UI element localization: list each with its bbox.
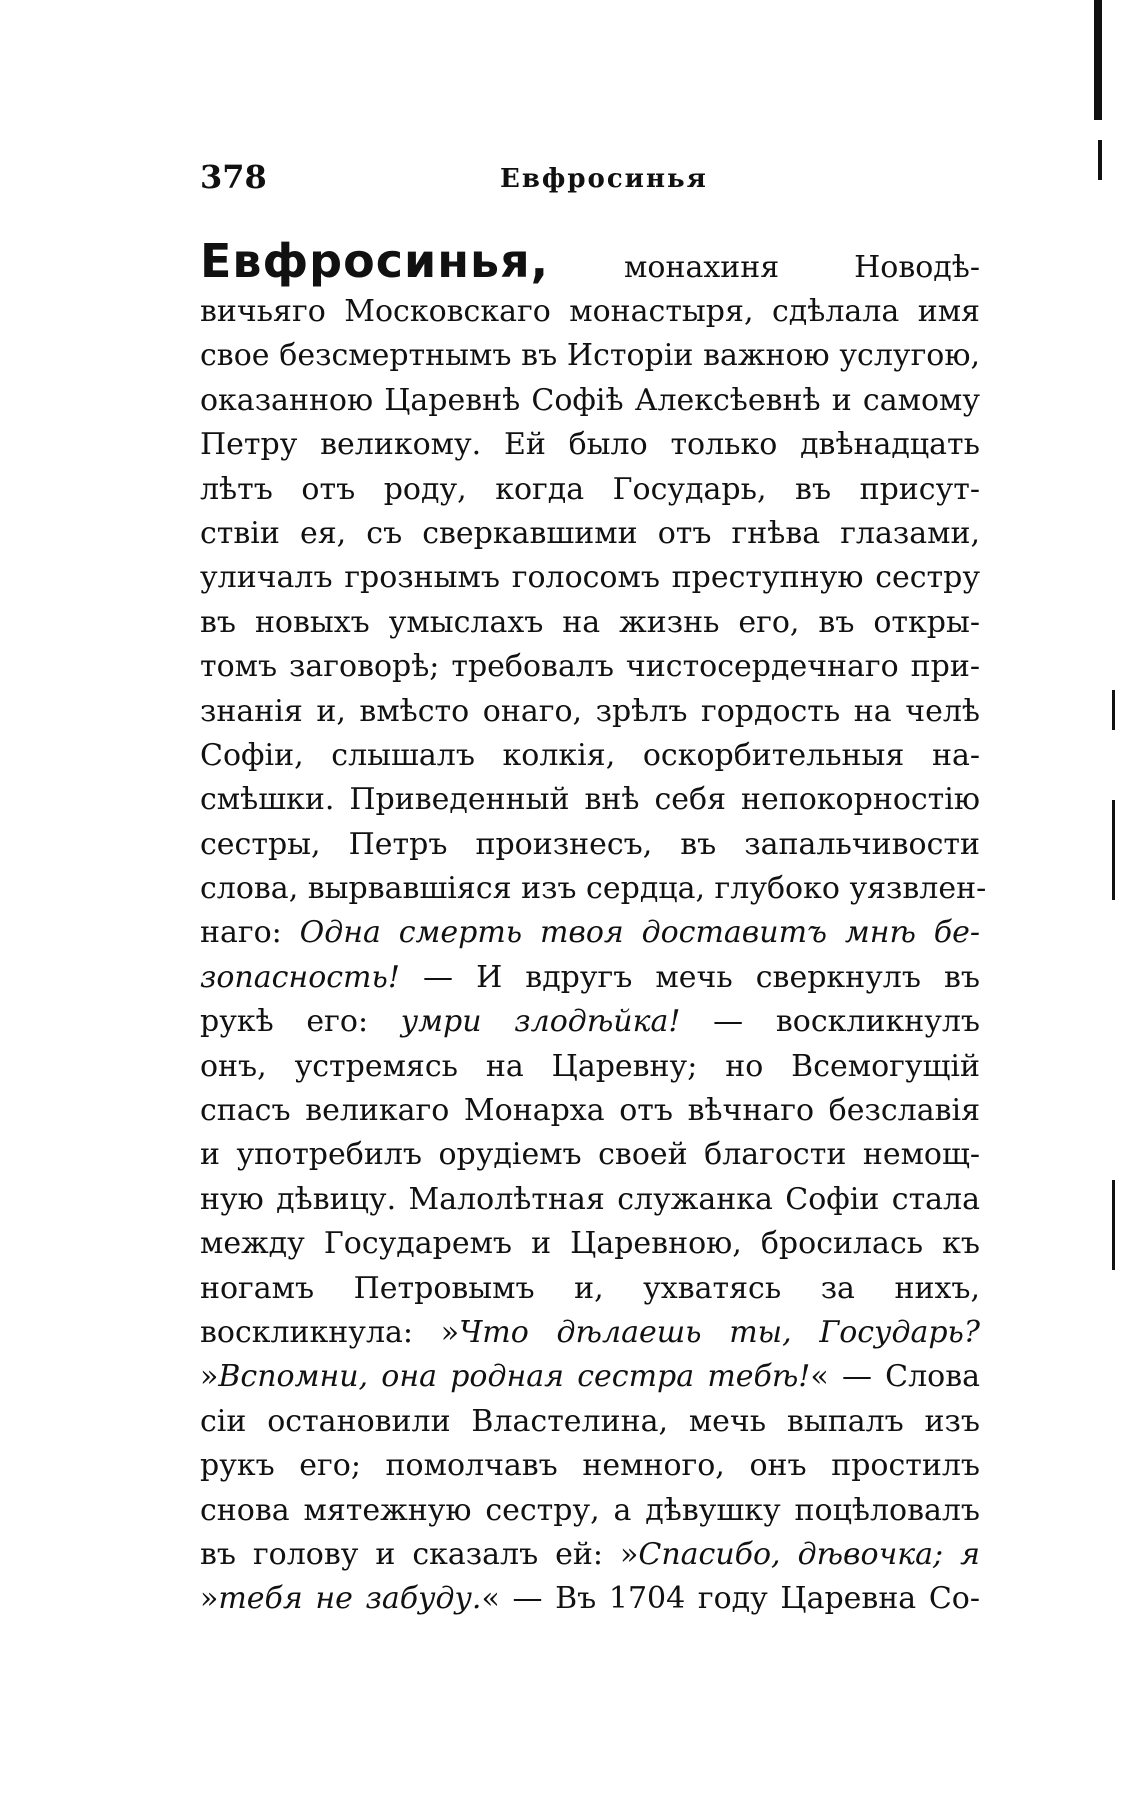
text-line: [200, 911, 980, 955]
text-line: [200, 1444, 980, 1488]
article-body: [200, 232, 987, 1622]
text-line: [200, 645, 980, 689]
text-line: [200, 1533, 980, 1577]
text-line: [200, 734, 980, 778]
text-segment: между Государемъ и Царевною, бросилась къ: [200, 1226, 980, 1262]
scan-edge-mark: [1094, 0, 1102, 120]
text-line: [200, 1311, 980, 1355]
text-line: [200, 556, 980, 600]
text-segment: вичьяго Московскаго монастыря, сдѣлала имя: [200, 294, 980, 329]
text-segment: ствіи ея, съ сверкавшими отъ гнѣва глазами,: [200, 515, 980, 551]
text-segment: томъ заговорѣ; требовалъ чистосердечнаго при-: [200, 649, 980, 685]
text-segment: лѣтъ отъ роду, когда Государь, въ присут-: [200, 471, 980, 507]
text-segment: »: [200, 1581, 219, 1617]
text-segment: слова, вырвавшіяся изъ сердца, глубоко уязвлен-: [200, 871, 987, 907]
text-segment: — И вдругъ мечь сверкнулъ въ: [399, 959, 980, 995]
text-line: [200, 1267, 980, 1311]
text-line: [200, 512, 980, 556]
text-segment: оказанною Царевнѣ Софіѣ Алексѣевнѣ и самому: [200, 382, 980, 418]
text-line: [200, 601, 980, 645]
italic-segment: Спасибо, дѣвочка; я: [638, 1536, 980, 1572]
scan-edge-mark: [1112, 690, 1115, 730]
italic-segment: Одна смерть твоя доставитъ мнѣ бе-: [299, 915, 981, 951]
text-segment: въ новыхъ умыслахъ на жизнь его, въ откры-: [200, 604, 980, 640]
text-line: [200, 468, 980, 512]
page-header: [200, 158, 980, 202]
text-segment: воскликнула: »: [200, 1314, 460, 1350]
text-segment: уличалъ грознымъ голосомъ преступную сестру: [200, 560, 980, 596]
text-segment: ногамъ Петровымъ и, ухватясь за нихъ,: [200, 1270, 980, 1306]
text-segment: свое безсмертнымъ въ Исторіи важною услугою,: [200, 338, 980, 374]
paragraph-lines: [200, 290, 987, 1622]
text-line: [200, 1400, 980, 1444]
text-line: [200, 1577, 980, 1621]
headword: Евфросинья,: [200, 234, 550, 288]
text-line: [200, 1000, 980, 1044]
text-segment: Петру великому. Ей было только двѣнадцать: [200, 427, 980, 463]
text-segment: « — Въ 1704 году Царевна Со-: [481, 1581, 980, 1617]
text-segment: « — Слова: [810, 1359, 981, 1395]
text-line: [200, 823, 980, 867]
text-segment: смѣшки. Приведенный внѣ себя непокорностію: [200, 782, 980, 818]
text-segment: ную дѣвицу. Малолѣтная служанка Софіи стала: [200, 1181, 980, 1217]
italic-segment: Вспомни, она родная сестра тебѣ!: [218, 1359, 811, 1395]
text-line: [200, 1089, 980, 1133]
scan-edge-mark: [1112, 800, 1115, 900]
italic-segment: умри злодѣйка!: [400, 1004, 681, 1040]
text-segment: и употребилъ орудіемъ своей благости немощ-: [200, 1137, 980, 1173]
text-segment: въ голову и сказалъ ей: »: [200, 1536, 639, 1572]
text-segment: »: [200, 1359, 219, 1395]
scan-edge-mark: [1098, 140, 1102, 180]
text-segment: знанія и, вмѣсто онаго, зрѣлъ гордость на челѣ: [200, 693, 980, 729]
text-line: [200, 290, 980, 334]
italic-segment: тебя не забуду.: [218, 1581, 482, 1617]
text-line: [200, 423, 980, 467]
text-line: [200, 778, 980, 822]
first-line: [200, 232, 980, 290]
text-segment: сестры, Петръ произнесъ, въ запальчивости: [200, 826, 980, 862]
text-segment: Софіи, слышалъ колкія, оскорбительныя на-: [200, 737, 980, 773]
text-line: [200, 1178, 980, 1222]
running-title: Евфросинья: [500, 164, 708, 194]
text-segment: рукѣ его:: [200, 1004, 401, 1040]
text-line: [200, 379, 980, 423]
text-segment: наго:: [200, 915, 300, 951]
scan-edge-mark: [1112, 1180, 1115, 1270]
text-line: [200, 334, 980, 378]
text-line: [200, 1355, 980, 1399]
text-line: [200, 867, 987, 911]
page-number: 378: [200, 158, 267, 196]
text-line: [200, 1222, 980, 1266]
first-line-text: монахиня Новодѣ-: [624, 250, 980, 285]
text-line: [200, 956, 980, 1000]
text-line: [200, 1489, 980, 1533]
text-segment: спасъ великаго Монарха отъ вѣчнаго безславія: [200, 1093, 980, 1129]
text-segment: онъ, устремясь на Царевну; но Всемогущій: [200, 1048, 980, 1084]
text-segment: сіи остановили Властелина, мечь выпалъ изъ: [200, 1403, 980, 1439]
text-line: [200, 1045, 980, 1089]
italic-segment: Что дѣлаешь ты, Государь?: [459, 1314, 980, 1350]
italic-segment: зопасность!: [200, 959, 400, 995]
text-line: [200, 690, 980, 734]
text-segment: рукъ его; помолчавъ немного, онъ простилъ: [200, 1448, 980, 1484]
text-segment: — воскликнулъ: [680, 1004, 980, 1040]
text-segment: снова мятежную сестру, а дѣвушку поцѣловалъ: [200, 1492, 980, 1528]
text-line: [200, 1133, 980, 1177]
